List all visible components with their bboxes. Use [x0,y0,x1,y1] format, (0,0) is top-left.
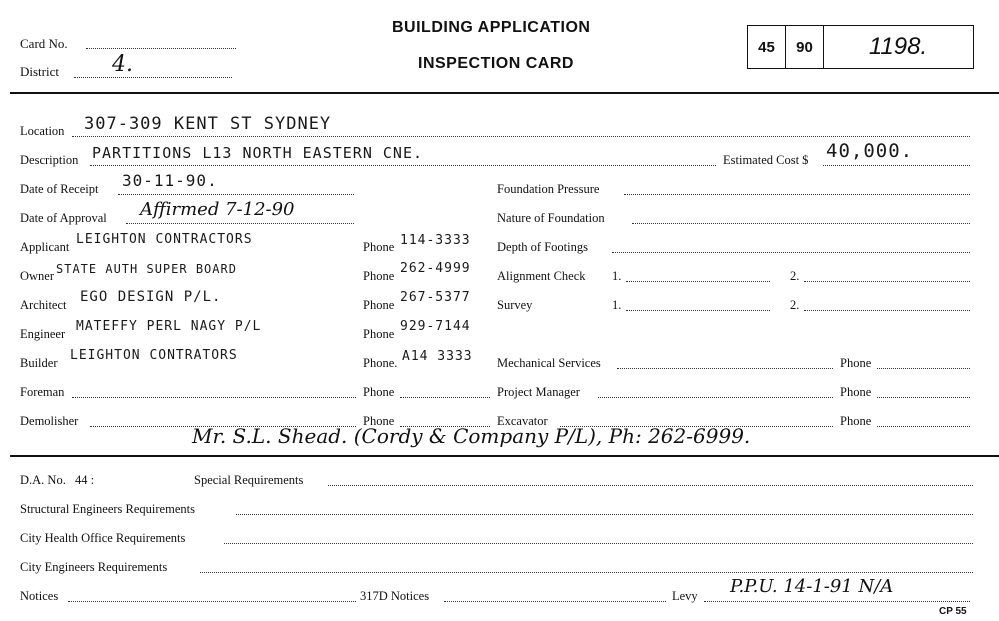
description-value: PARTITIONS L13 NORTH EASTERN CNE. [92,144,424,162]
depth-footings-line[interactable] [612,252,970,253]
levy-label: Levy [672,589,698,603]
alignment-check-label: Alignment Check [497,269,586,283]
survey-line-2[interactable] [804,310,970,311]
form-code: CP 55 [939,606,967,617]
da-no-label: D.A. No. [20,473,66,487]
notices-line[interactable] [68,601,356,602]
location-line[interactable] [72,136,970,137]
box-cell-2: 90 [786,26,824,68]
mechanical-phone-label: Phone [840,356,872,370]
estimated-cost-value: 40,000. [826,140,914,162]
card-no-label: Card No. [20,36,68,51]
survey-line-1[interactable] [626,310,770,311]
district-label: District [20,64,59,79]
owner-phone: 262-4999 [400,261,471,276]
foreman-label: Foreman [20,385,65,399]
engineer-label: Engineer [20,327,66,341]
estimated-cost-label: Estimated Cost $ [723,153,809,167]
special-req-line[interactable] [328,485,973,486]
mechanical-phone-line[interactable] [877,368,970,369]
mechanical-services-line[interactable] [617,368,833,369]
owner-value: STATE AUTH SUPER BOARD [56,262,237,276]
notices-317d-line[interactable] [444,601,666,602]
excavator-label: Excavator [497,414,548,428]
survey-label: Survey [497,298,533,312]
nature-foundation-line[interactable] [632,223,970,224]
health-req-label: City Health Office Requirements [20,531,186,545]
description-label: Description [20,153,79,167]
applicant-phone: 114-3333 [400,233,471,248]
builder-phone-label: Phone. [363,356,398,370]
engineer-phone: 929-7144 [400,319,471,334]
architect-value: EGO DESIGN P/L. [80,289,222,305]
demolisher-label: Demolisher [20,414,79,428]
date-approval-value: Affirmed 7-12-90 [140,199,295,220]
box-cell-1: 45 [748,26,786,68]
foundation-pressure-label: Foundation Pressure [497,182,600,196]
builder-phone: A14 3333 [402,349,473,364]
owner-phone-label: Phone [363,269,395,283]
survey-n1: 1. [612,298,622,312]
health-req-line[interactable] [224,543,973,544]
nature-foundation-label: Nature of Foundation [497,211,605,225]
architect-label: Architect [20,298,67,312]
date-receipt-line[interactable] [118,194,354,195]
excavator-phone-label: Phone [840,414,872,428]
card-no-line[interactable] [86,48,236,49]
contact-note: Mr. S.L. Shead. (Cordy & Company P/L), Ph: 262-6999. [192,424,751,448]
foundation-pressure-line[interactable] [624,194,970,195]
structural-req-label: Structural Engineers Requirements [20,502,195,516]
architect-phone: 267-5377 [400,290,471,305]
excavator-phone-line[interactable] [877,426,970,427]
engineer-value: MATEFFY PERL NAGY P/L [76,319,262,334]
builder-label: Builder [20,356,58,370]
levy-value: P.P.U. 14-1-91 N/A [730,576,894,597]
district-line[interactable] [74,77,232,78]
project-manager-line[interactable] [598,397,833,398]
date-approval-line[interactable] [126,223,354,224]
special-req-label: Special Requirements [194,473,304,487]
project-manager-phone-label: Phone [840,385,872,399]
title-line1: BUILDING APPLICATION [392,19,591,36]
title-line2: INSPECTION CARD [418,55,574,72]
levy-line[interactable] [704,601,970,602]
project-manager-phone-line[interactable] [877,397,970,398]
date-receipt-label: Date of Receipt [20,182,99,196]
section-rule [10,455,999,457]
architect-phone-label: Phone [363,298,395,312]
alignment-line-2[interactable] [804,281,970,282]
alignment-line-1[interactable] [626,281,770,282]
engineer-phone-label: Phone [363,327,395,341]
description-line[interactable] [90,165,716,166]
applicant-label: Applicant [20,240,70,254]
owner-label: Owner [20,269,55,283]
foreman-line[interactable] [72,397,356,398]
header-rule [10,92,999,94]
survey-n2: 2. [790,298,800,312]
mechanical-services-label: Mechanical Services [497,356,601,370]
district-value: 4. [112,52,133,77]
date-approval-label: Date of Approval [20,211,107,225]
depth-footings-label: Depth of Footings [497,240,588,254]
project-manager-label: Project Manager [497,385,580,399]
foreman-phone-label: Phone [363,385,395,399]
structural-req-line[interactable] [236,514,973,515]
builder-value: LEIGHTON CONTRATORS [70,348,238,363]
location-label: Location [20,124,65,138]
alignment-n2: 2. [790,269,800,283]
box-cell-3: 1198. [868,33,928,60]
card-number-box [747,25,974,69]
engineers-req-label: City Engineers Requirements [20,560,168,574]
applicant-value: LEIGHTON CONTRACTORS [76,232,253,247]
demolisher-phone-label: Phone [363,414,395,428]
foreman-phone-line[interactable] [400,397,490,398]
engineers-req-line[interactable] [200,572,973,573]
location-value: 307-309 KENT ST SYDNEY [84,114,332,134]
da-no-value: 44 : [75,473,95,487]
notices-label: Notices [20,589,59,603]
applicant-phone-label: Phone [363,240,395,254]
notices-317d-label: 317D Notices [360,589,430,603]
date-receipt-value: 30-11-90. [122,171,218,190]
alignment-n1: 1. [612,269,622,283]
estimated-cost-line[interactable] [823,165,970,166]
